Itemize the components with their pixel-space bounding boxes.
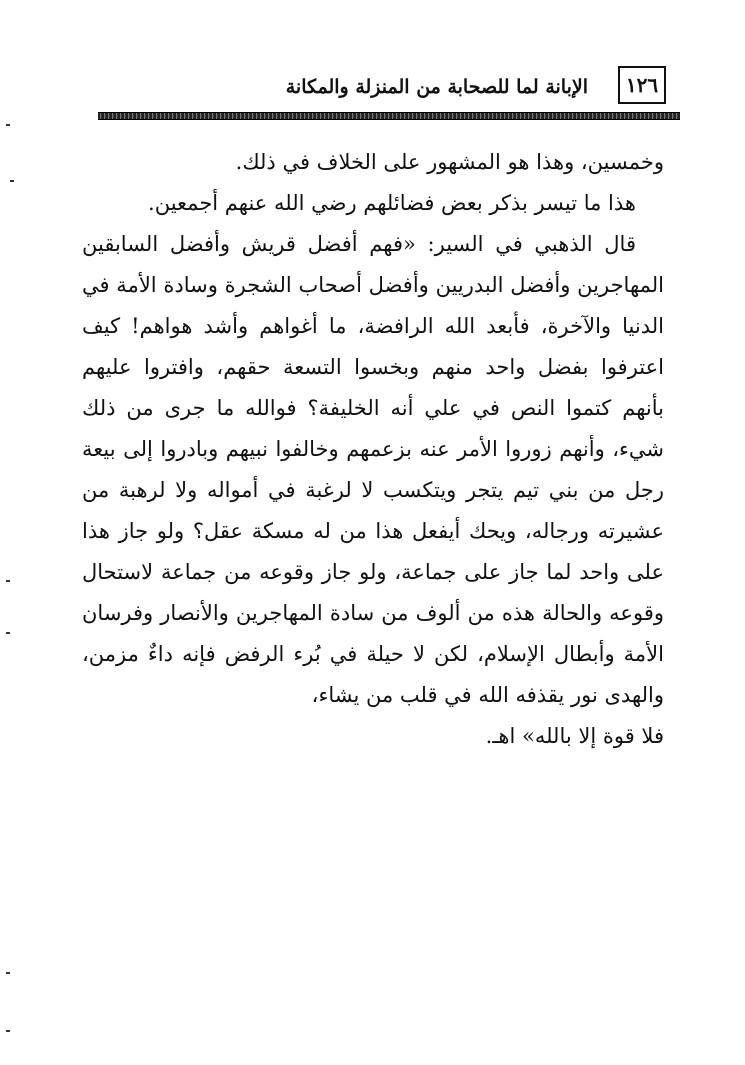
scan-edge-mark [6,632,10,634]
scan-edge-mark [6,1030,10,1032]
body-text [82,142,664,757]
scan-edge-mark [10,180,14,182]
scan-edge-mark [6,124,10,126]
paragraph-quote-end: فلا قوة إلا بالله» اهـ. [485,724,664,748]
scan-edge-mark [6,580,10,582]
paragraph-quote: قال الذهبي في السير: «فهم أفضل قريش وأفضل السابقين المهاجرين وأفضل البدريين وأفضل أصحاب الشجرة وسادة الأمة في الدنيا والآخرة، فأبعد الله الرافضة، ما أغواهم وأشد هواهم! كيف اعترفوا بفضل واحد منهم وبخسوا التسعة حقهم، وافتروا عليهم بأنهم كتموا النص في علي أنه الخليفة؟ فوالله ما جرى من ذلك شيء، وأنهم زوروا الأمر عنه بزعمهم وخالفوا نبيهم وبادروا إلى بيعة رجل من بني تيم يتجر ويتكسب لا لرغبة في أمواله ولا لرهبة من عشيرته ورجاله، ويحك أيفعل هذا من له مسكة عقل؟ ولو جاز هذا على واحد لما جاز على جماعة، ولو جاز وقوعه من جماعة لاستحال وقوعه والحالة هذه من ألوف من سادة المهاجرين والأنصار وفرسان الأمة وأبطال الإسلام، لكن لا حيلة في بُرء الرفض فإنه داءٌ مزمن، والهدى نور يقذفه الله في قلب من يشاء، [82,232,664,707]
header-divider [98,112,680,120]
page-number: ١٢٦ [618,66,666,104]
running-title: الإبانة لما للصحابة من المنزلة والمكانة [285,76,588,98]
page-header [92,62,680,116]
scan-edge-mark [6,972,10,974]
paragraph-continuation: وخمسين، وهذا هو المشهور على الخلاف في ذلك. [235,150,664,174]
paragraph-summary: هذا ما تيسر بذكر بعض فضائلهم رضي الله عنهم أجمعين. [148,191,636,215]
